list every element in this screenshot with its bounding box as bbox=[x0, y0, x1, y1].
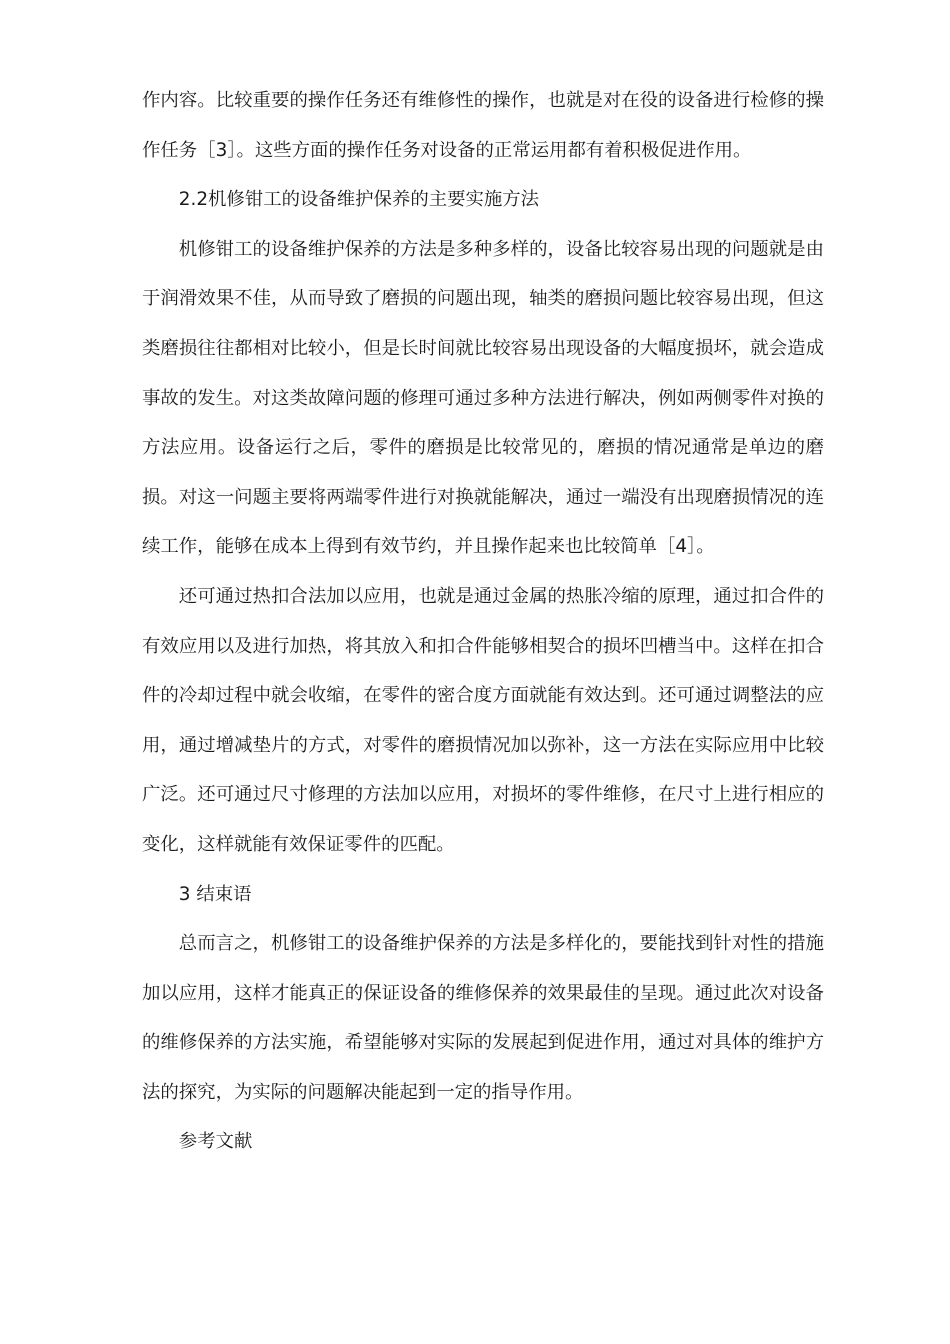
paragraph-maintenance-methods: 机修钳工的设备维护保养的方法是多种多样的，设备比较容易出现的问题就是由于润滑效果不佳，从而导致了磨损的问题出现，轴类的磨损问题比较容易出现，但这类磨损往往都相对比较小，但是长时间就比较容易出现设备的大幅度损坏，就会造成事故的发生。对这类故障问题的修理可通过多种方法进行解决，例如两侧零件对换的方法应用。设备运行之后，零件的磨损是比较常见的，磨损的情况通常是单边的磨损。对这一问题主要将两端零件进行对换就能解决，通过一端没有出现磨损情况的连续工作，能够在成本上得到有效节约，并且操作起来也比较简单［4］。 bbox=[142, 238, 824, 558]
section-heading-conclusion: 3 结束语 bbox=[178, 883, 252, 905]
references-heading: 参考文献 bbox=[178, 1131, 253, 1153]
paragraph-conclusion: 总而言之，机修钳工的设备维护保养的方法是多样化的，要能找到针对性的措施加以应用，这样才能真正的保证设备的维修保养的效果最佳的呈现。通过此次对设备的维修保养的方法实施，希望能够对实际的发展起到促进作用，通过对具体的维护方法的探究，为实际的问题解决能起到一定的指导作用。 bbox=[142, 933, 824, 1103]
document-body bbox=[142, 76, 824, 1167]
paragraph-hot-clamping: 还可通过热扣合法加以应用，也就是通过金属的热胀冷缩的原理，通过扣合件的有效应用以及进行加热，将其放入和扣合件能够相契合的损坏凹槽当中。这样在扣合件的冷却过程中就会收缩，在零件的密合度方面就能有效达到。还可通过调整法的应用，通过增减垫片的方式，对零件的磨损情况加以弥补，这一方法在实际应用中比较广泛。还可通过尺寸修理的方法加以应用，对损坏的零件维修，在尺寸上进行相应的变化，这样就能有效保证零件的匹配。 bbox=[142, 585, 824, 855]
section-heading-2-2: 2.2机修钳工的设备维护保养的主要实施方法 bbox=[178, 189, 540, 211]
paragraph-continued: 作内容。比较重要的操作任务还有维修性的操作，也就是对在役的设备进行检修的操作任务［3］。这些方面的操作任务对设备的正常运用都有着积极促进作用。 bbox=[142, 90, 824, 161]
